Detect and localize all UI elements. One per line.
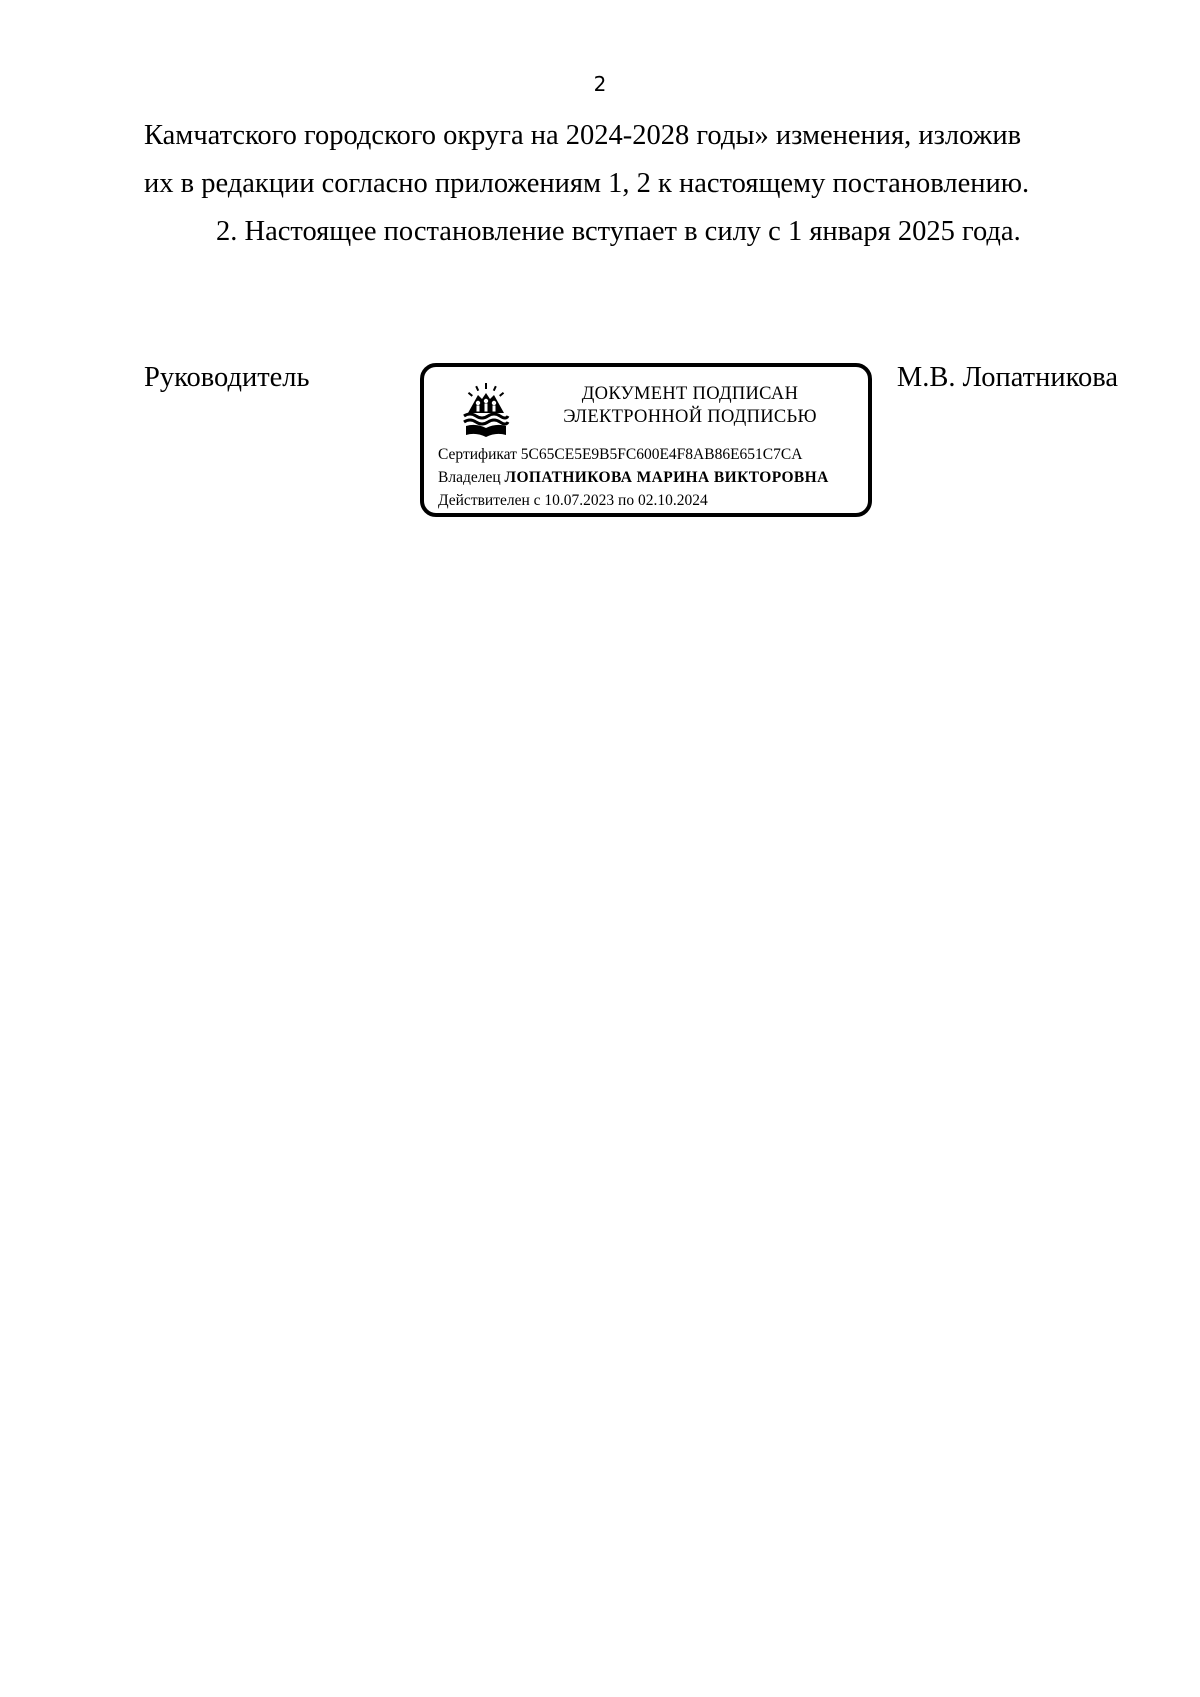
- valid-from: 10.07.2023: [544, 492, 615, 509]
- stamp-heading-line-1: ДОКУМЕНТ ПОДПИСАН: [581, 384, 799, 404]
- owner-value: ЛОПАТНИКОВА МАРИНА ВИКТОРОВНА: [504, 469, 829, 486]
- paragraph-2: 2. Настоящее постановление вступает в силу с 1 января 2025 года.: [216, 216, 1021, 247]
- paragraph-1-line-2: их в редакции согласно приложениям 1, 2 к настоящему постановлению.: [144, 168, 1030, 199]
- paragraph-1-line-1: Камчатского городского округа на 2024-2028 годы» изменения, изложив: [144, 120, 1022, 151]
- document-body: [144, 112, 1118, 256]
- certificate-value: 5C65CE5E9B5FC600E4F8AB86E651C7CA: [520, 446, 803, 463]
- stamp-heading-line-2: ЭЛЕКТРОННОЙ ПОДПИСЬЮ: [563, 407, 817, 427]
- coat-of-arms-icon: [460, 383, 512, 437]
- stamp-validity: [438, 491, 708, 511]
- valid-label: Действителен с: [438, 492, 541, 509]
- stamp-certificate: [438, 445, 802, 465]
- electronic-signature-stamp: [420, 363, 872, 517]
- valid-to-label: по: [618, 492, 635, 509]
- stamp-heading: [520, 383, 860, 429]
- signatory-name: М.В. Лопатникова: [896, 362, 1118, 393]
- valid-to: 02.10.2024: [637, 492, 708, 509]
- certificate-label: Сертификат: [438, 446, 517, 463]
- signatory-title: Руководитель: [144, 362, 310, 393]
- stamp-owner: [438, 468, 829, 488]
- page-number: 2: [593, 72, 607, 96]
- owner-label: Владелец: [438, 469, 501, 486]
